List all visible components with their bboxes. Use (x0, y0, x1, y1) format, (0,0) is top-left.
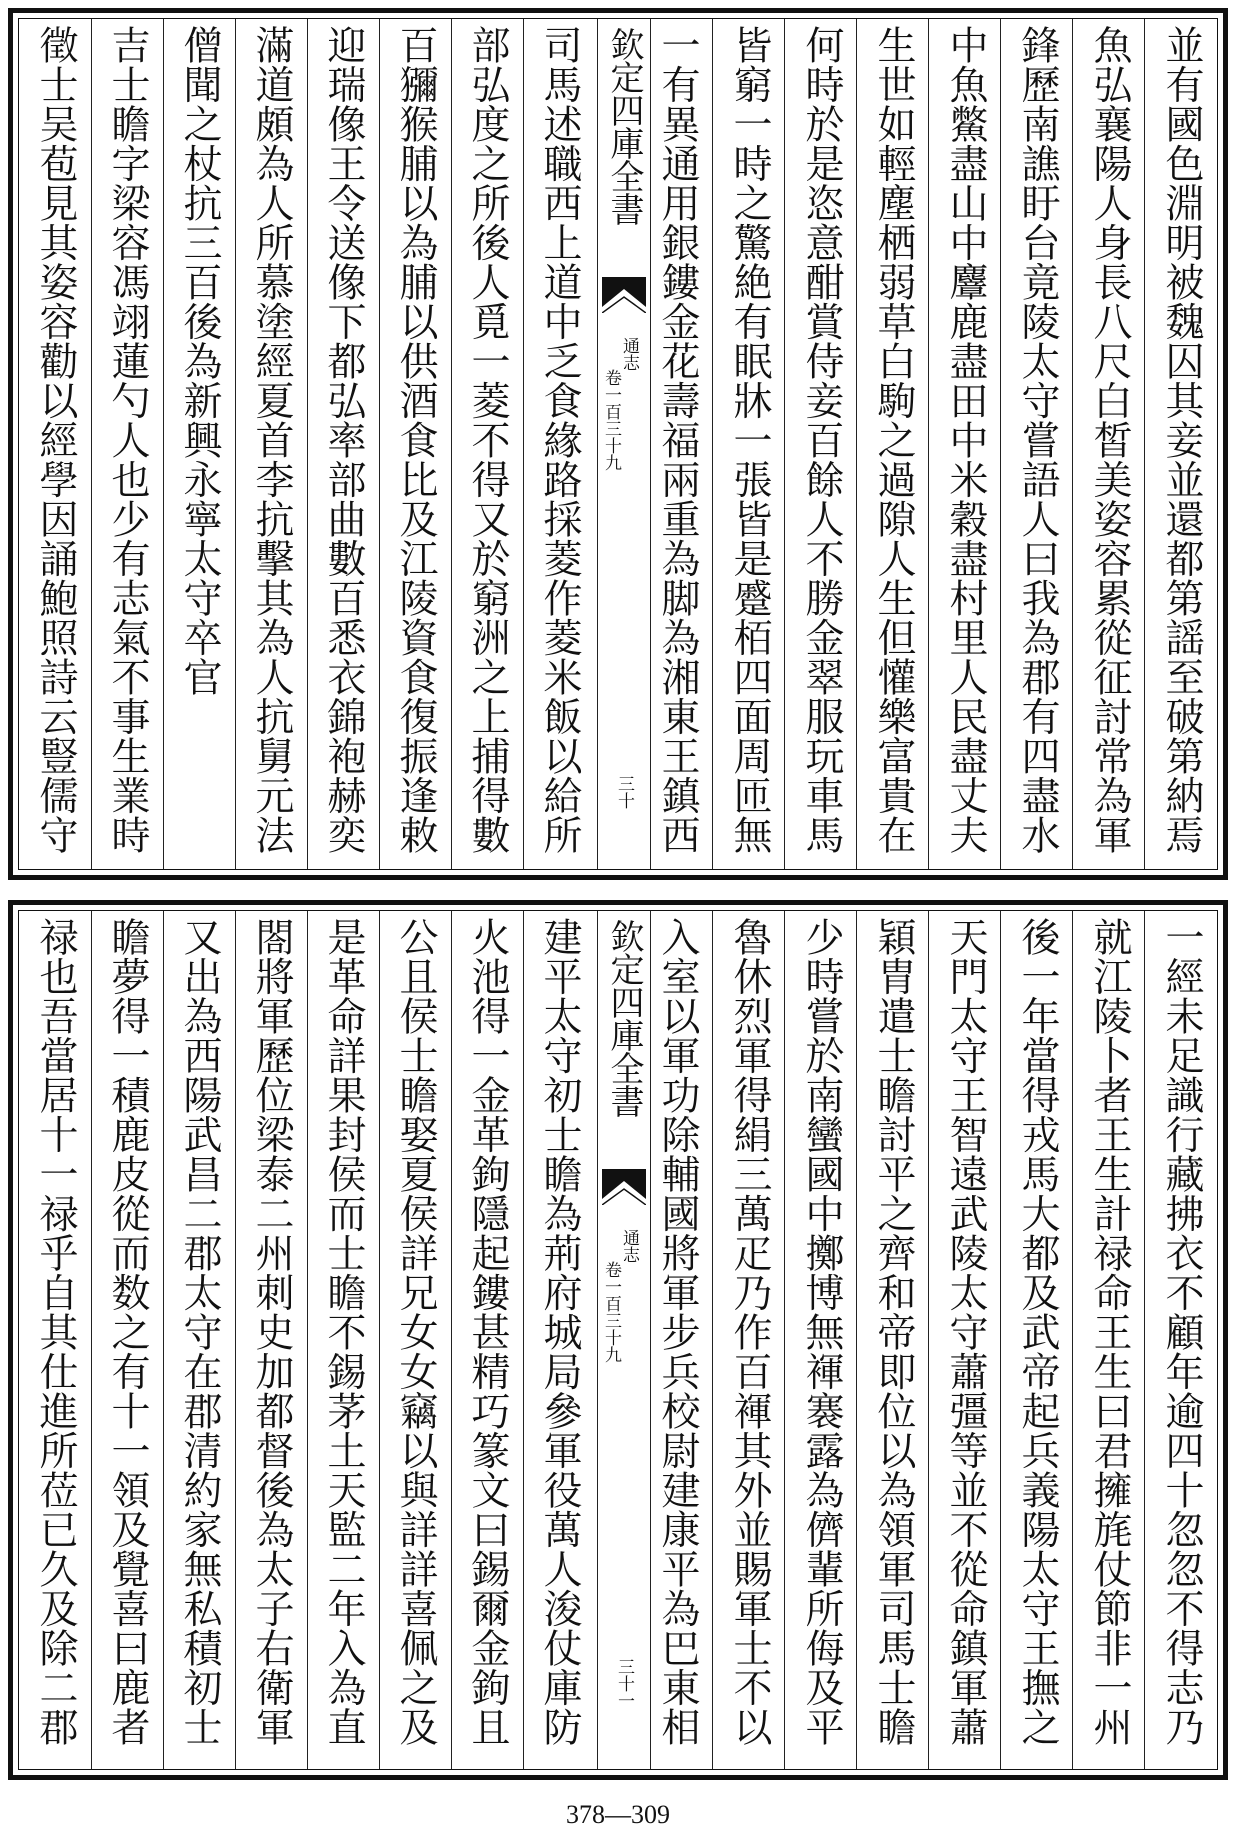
column-rule (235, 911, 236, 1769)
column-rule (523, 19, 524, 869)
column-rule (163, 911, 164, 1769)
text-column: 禄也吾當居十一禄乎自其仕進所莅已久及除二郡 (33, 917, 78, 1747)
column-rule (712, 19, 713, 869)
page-reference-number: 378—309 (566, 1800, 670, 1829)
top-page-frame (18, 18, 1218, 870)
text-column: 就江陵卜者王生計禄命王生曰君擁旄仗節非一州 (1087, 917, 1132, 1747)
text-column: 百獼猴脯以為脯以供酒食比及江陵資食復振逢敕 (393, 25, 438, 855)
text-column: 一經未足識行藏拂衣不顧年逾四十忽忽不得志乃 (1159, 917, 1204, 1747)
column-rule (91, 911, 92, 1769)
book-name: 通志 (619, 1229, 639, 1263)
bottom-page (8, 900, 1228, 1780)
column-rule (451, 911, 452, 1769)
column-rule (1000, 19, 1001, 869)
center-fold (597, 911, 651, 1769)
column-rule (451, 19, 452, 869)
library-title: 欽定四庫全書 (604, 27, 644, 225)
text-column: 生世如輕塵栖弱草白駒之過隙人生但懽樂富貴在 (871, 25, 916, 855)
text-column: 一有異通用銀鏤金花壽福兩重為脚為湘東王鎮西 (655, 25, 700, 855)
column-rule (379, 19, 380, 869)
column-rule (307, 911, 308, 1769)
column-rule (1144, 19, 1145, 869)
column-rule (1072, 19, 1073, 869)
column-rule (784, 19, 785, 869)
text-column: 僧聞之杖抗三百後為新興永寧太守卒官 (177, 25, 222, 697)
text-column: 瞻夢得一積鹿皮從而数之有十一領及覺喜曰鹿者 (105, 917, 150, 1747)
text-column: 中魚鱉盡山中麞鹿盡田中米穀盡村里人民盡丈夫 (943, 25, 988, 855)
text-column: 閤將軍歷位梁泰二州刺史加都督後為太子右衛軍 (249, 917, 294, 1747)
folio-number: 三十一 (614, 1658, 634, 1709)
text-column: 入室以軍功除輔國將軍步兵校尉建康平為巴東相 (655, 917, 700, 1747)
column-rule (1072, 911, 1073, 1769)
center-fold (597, 19, 651, 869)
bottom-page-frame (18, 910, 1218, 1770)
text-column: 迎瑞像王令送像下都弘率部曲數百悉衣錦袍赫奕 (321, 25, 366, 855)
text-column: 滿道頗為人所慕塗經夏首李抗擊其為人抗舅元法 (249, 25, 294, 855)
column-rule (91, 19, 92, 869)
text-column: 穎胄遣士瞻討平之齊和帝即位以為領軍司馬士瞻 (871, 917, 916, 1747)
text-column: 天門太守王智遠武陵太守蕭彊等並不從命鎮軍蕭 (943, 917, 988, 1747)
text-column: 公且侯士瞻娶夏侯詳兄女女竊以與詳詳喜佩之及 (393, 917, 438, 1747)
column-rule (235, 19, 236, 869)
text-column: 皆窮一時之驚絶有眠牀一張皆是蹙栢四面周匝無 (727, 25, 772, 855)
column-rule (523, 911, 524, 1769)
text-column: 魚弘襄陽人身長八尺白皙美姿容累從征討常為軍 (1087, 25, 1132, 855)
text-column: 司馬述職西上道中乏食緣路採菱作菱米飯以給所 (537, 25, 582, 855)
text-column: 是革命詳果封侯而士瞻不錫茅土天監二年入為直 (321, 917, 366, 1747)
column-rule (856, 19, 857, 869)
column-rule (712, 911, 713, 1769)
text-column: 部弘度之所後人覓一菱不得又於窮洲之上捕得數 (465, 25, 510, 855)
text-column: 並有國色淵明被魏囚其妾並還都第謡至破第納焉 (1159, 25, 1204, 855)
text-column: 何時於是恣意酣賞侍妾百餘人不勝金翠服玩車馬 (799, 25, 844, 855)
column-rule (379, 911, 380, 1769)
top-page (8, 8, 1228, 880)
juan-number: 卷一百三十九 (601, 1261, 621, 1363)
text-column: 火池得一金革鉤隱起鏤甚精巧篆文曰錫爾金鉤且 (465, 917, 510, 1747)
text-column: 少時嘗於南蠻國中擲博無褌褰露為儕輩所侮及平 (799, 917, 844, 1747)
juan-number: 卷一百三十九 (601, 369, 621, 471)
library-title: 欽定四庫全書 (604, 919, 644, 1117)
text-column: 鋒歷南譙盱台竟陵太守嘗語人曰我為郡有四盡水 (1015, 25, 1060, 855)
column-rule (784, 911, 785, 1769)
column-rule (1000, 911, 1001, 1769)
column-rule (856, 911, 857, 1769)
column-rule (1144, 911, 1145, 1769)
text-column: 又出為西陽武昌二郡太守在郡清約家無私積初士 (177, 917, 222, 1747)
folio-number: 三十 (614, 775, 634, 809)
fish-tail-icon (602, 1169, 646, 1205)
fish-tail-icon (602, 277, 646, 313)
text-column: 吉士瞻字梁容馮翊蓮勺人也少有志氣不事生業時 (105, 25, 150, 855)
text-column: 後一年當得戎馬大都及武帝起兵義陽太守王撫之 (1015, 917, 1060, 1747)
column-rule (163, 19, 164, 869)
book-name: 通志 (619, 337, 639, 371)
column-rule (307, 19, 308, 869)
column-rule (928, 911, 929, 1769)
column-rule (928, 19, 929, 869)
text-column: 魯休烈軍得絹三萬疋乃作百褌其外並賜軍士不以 (727, 917, 772, 1747)
text-column: 建平太守初士瞻為荊府城局參軍役萬人浚仗庫防 (537, 917, 582, 1747)
text-column: 徵士吴苞見其姿容勸以經學因誦鮑照詩云豎儒守 (33, 25, 78, 855)
